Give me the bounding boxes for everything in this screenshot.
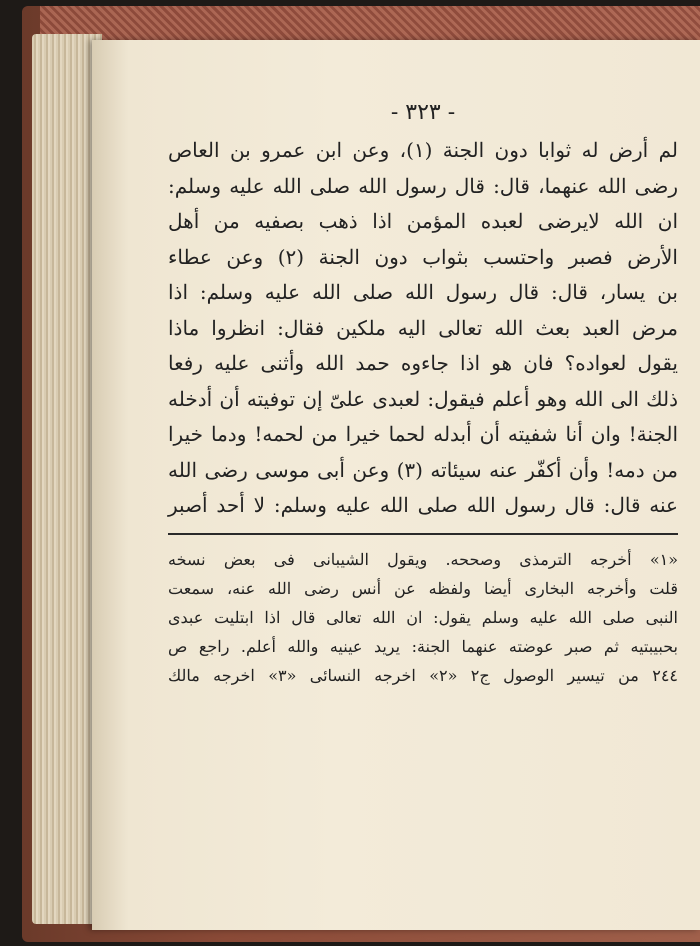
footnotes bbox=[168, 545, 678, 690]
body-line: الجنة! وان أنا شفيته أن أبدله لحما خيرا من لحمه! ودما خيرا bbox=[168, 422, 678, 446]
body-line: ذلك الى الله وهو أعلم فيقول: لعبدى علىّ إن توفيته أن أدخله bbox=[168, 386, 678, 411]
book-cover-top bbox=[40, 6, 700, 44]
footnote-divider bbox=[168, 533, 678, 535]
footnote-line: قلت وأخرجه البخارى أيضا ولفظه عن أنس رضى الله عنه، سمعت bbox=[168, 578, 678, 598]
footnote-line: «١» أخرجه الترمذى وصححه. ويقول الشيبانى فى بعض نسخه bbox=[168, 549, 678, 569]
page-content bbox=[168, 100, 678, 690]
body-line: الأرض فصبر واحتسب بثواب دون الجنة (٢) وعن عطاء bbox=[168, 244, 678, 269]
body-line: مرض العبد بعث الله تعالى اليه ملكين فقال: انظروا ماذا bbox=[168, 315, 678, 340]
footnote-line: النبى صلى الله عليه وسلم يقول: ان الله تعالى قال اذا ابتليت عبدى bbox=[168, 607, 678, 627]
body-line: من دمه! وأن أكفّر عنه سيئاته (٣) وعن أبى موسى رضى الله bbox=[168, 457, 678, 482]
body-line: يقول لعواده؟ فان هو اذا جاءوه حمد الله وأثنى عليه رفعا bbox=[168, 351, 678, 375]
footnote-line: بحبيبتيه ثم صبر عوضته عنهما الجنة: يريد عينيه والله أعلم. راجع ص bbox=[168, 636, 678, 656]
body-text bbox=[168, 133, 678, 524]
page-number: - ٣٢٣ - bbox=[390, 100, 456, 125]
footnote-line: ٢٤٤ من تيسير الوصول ج٢ «٢» اخرجه النسائى «٣» اخرجه مالك bbox=[168, 665, 678, 685]
body-line: ان الله لايرضى لعبده المؤمن اذا ذهب بصفيه من أهل bbox=[168, 209, 678, 233]
body-line: عنه قال: قال رسول الله صلى الله عليه وسلم: لا أحد أصبر bbox=[168, 493, 678, 517]
body-line: بن يسار، قال: قال رسول الله صلى الله عليه وسلم: اذا bbox=[168, 280, 678, 304]
body-line: رضى الله عنهما، قال: قال رسول الله صلى الله عليه وسلم: bbox=[168, 173, 678, 198]
body-line: لم أرض له ثوابا دون الجنة (١)، وعن ابن عمرو بن العاص bbox=[168, 138, 679, 162]
